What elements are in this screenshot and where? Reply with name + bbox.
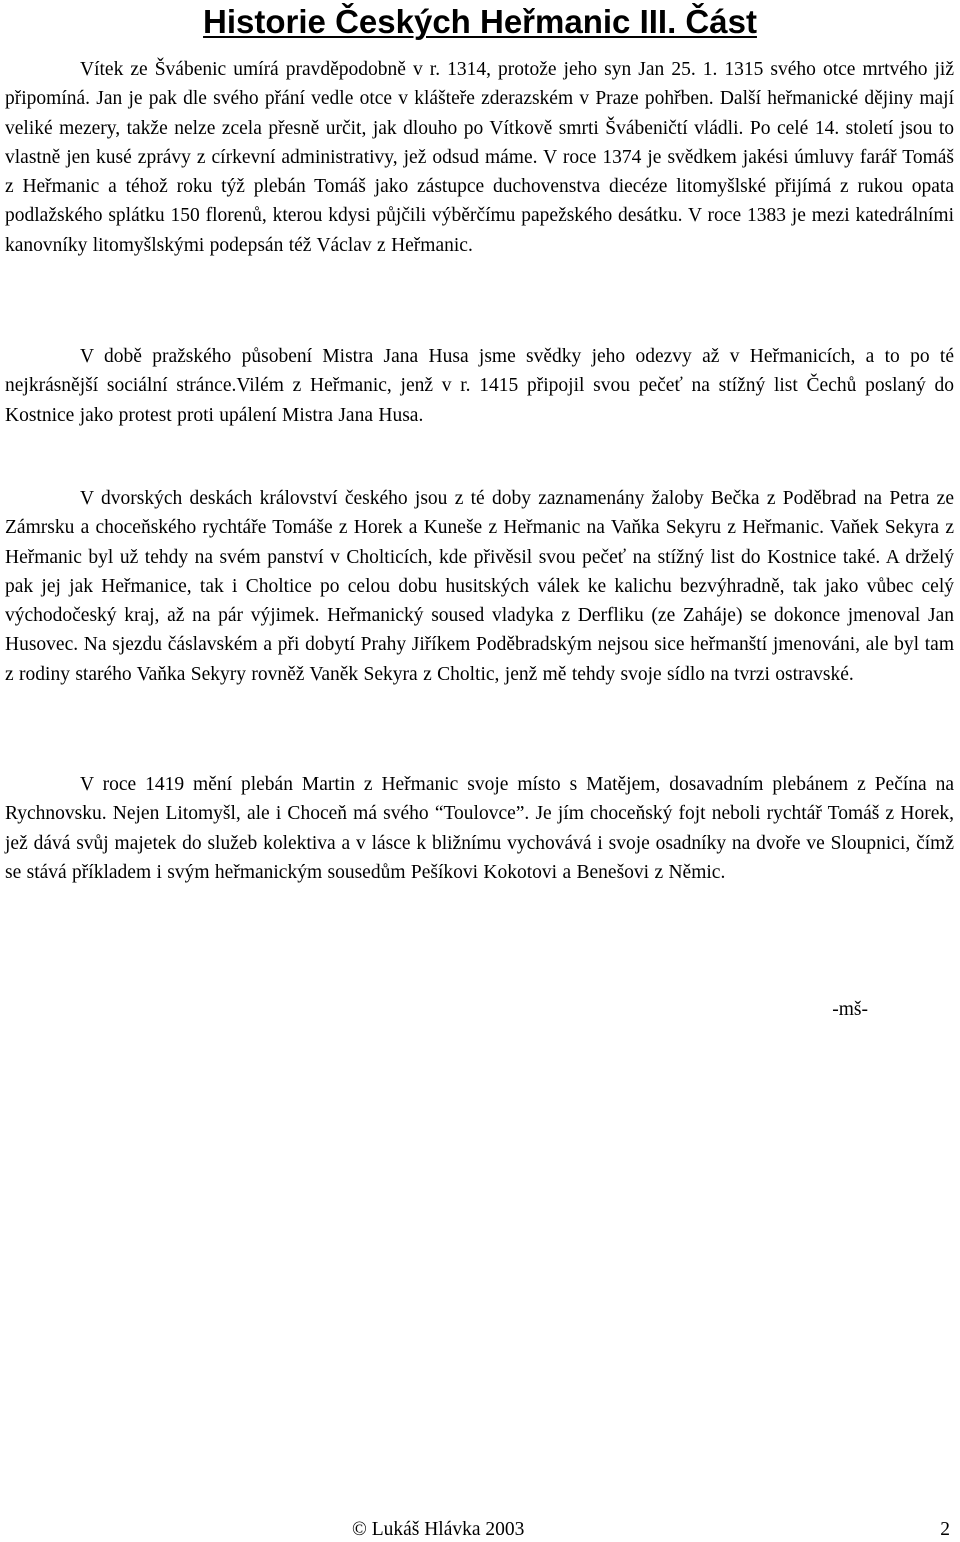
footer-copyright: © Lukáš Hlávka 2003 — [352, 1519, 525, 1540]
page-title: Historie Českých Heřmanic III. Část — [203, 3, 757, 40]
paragraph-2: V době pražského působení Mistra Jana Husa jsme svědky jeho odezvy až v Heřmanicích, a to po té nejkrásnější sociální stránce.Vilém z Heřmanic, jenž v r. 1415 připojil svou pečeť na stížný list Čechů poslaný do Kostnice jako protest proti upálení Mistra Jana Husa. — [5, 346, 954, 426]
page-number: 2 — [940, 1519, 950, 1540]
paragraph-1: Vítek ze Švábenic umírá pravděpodobně v r. 1314, protože jeho syn Jan 25. 1. 1315 svého otce mrtvého již připomíná. Jan je pak dle svého přání vedle otce v klášteře zderazském v Praze pohřben. Další heřmanické dějiny mají veliké mezery, takže nelze zcela přesně určit, jak dlouho po Vítkově smrti Švábeničtí vládli. Po celé 14. století jsou to vlastně jen kusé zprávy z církevní administrativy, jež odsud máme. V roce 1374 je svědkem jakési úmluvy farář Tomáš z Heřmanic a téhož roku týž plebán Tomáš jako zástupce duchovenstva diecéze litomyšlské přijímá z rukou opata podlažského splátku 150 florenů, kterou kdysi půjčili výběrčímu papežského desátku. V roce 1383 je mezi katedrálními kanovníky litomyšlskými podepsán též Václav z Heřmanic. — [5, 59, 954, 256]
author-signature: -mš- — [832, 999, 868, 1020]
page-footer — [0, 1518, 960, 1542]
paragraph-4: V roce 1419 mění plebán Martin z Heřmanic svoje místo s Matějem, dosavadním plebánem z Pečína na Rychnovsku. Nejen Litomyšl, ale i Choceň má svého “Toulovce”. Je jím choceňský fojt neboli rychtář Tomáš z Horek, jež dává svůj majetek do služeb kolektiva a v lásce k bližnímu vychovává i svoje osadníky na dvoře ve Sloupnici, čímž se stává příkladem i svým heřmanickým sousedům Pešíkovi Kokotovi a Benešovi z Němic. — [5, 774, 954, 883]
paragraph-3: V dvorských deskách království českého jsou z té doby zaznamenány žaloby Bečka z Poděbrad na Petra ze Zámrsku a choceňského rychtáře Tomáše z Horek a Kuneše z Heřmanic na Vaňka Sekyru z Heřmanic. Vaňek Sekyra z Heřmanic byl už tehdy na svém panství v Cholticích, kde přivěsil svou pečeť na stížný list do Kostnice také. A drželý pak jej jak Heřmanice, tak i Choltice po celou dobu husitských válek ke kalichu bezvýhradně, tak jako vůbec celý východočeský kraj, až na pár výjimek. Heřmanický soused vladyka z Derfliku (ze Zaháje) se dokonce jmenoval Jan Husovec. Na sjezdu čáslavském a při dobytí Prahy Jiříkem Poděbradským nejsou sice heřmanští jmenováni, ale byl tam z rodiny starého Vaňka Sekyry rovněž Vaněk Sekyra z Choltic, jenž mě tehdy svoje sídlo na tvrzi ostravské. — [5, 488, 954, 685]
